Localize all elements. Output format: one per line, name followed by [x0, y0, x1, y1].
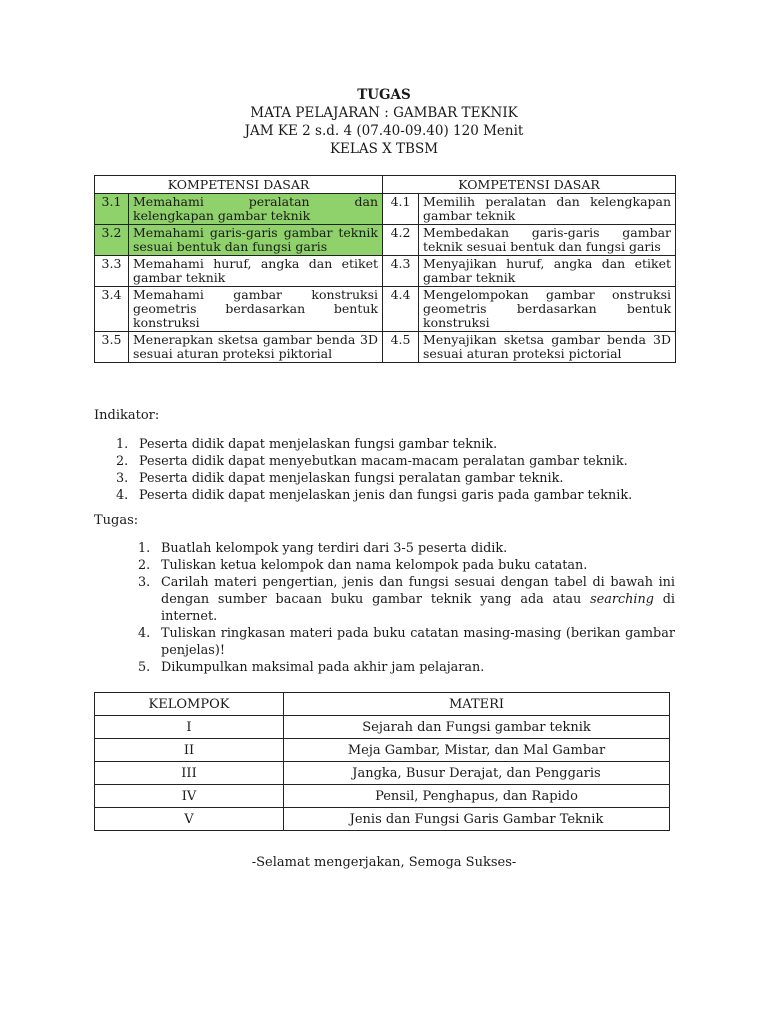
- item-text: Buatlah kelompok yang terdiri dari 3-5 peserta didik.: [161, 541, 508, 556]
- kompetensi-table: [94, 175, 676, 363]
- materi-text: Jenis dan Fungsi Garis Gambar Teknik: [284, 808, 670, 831]
- kompetensi-right-text: Menyajikan huruf, angka dan etiket gambar teknik: [419, 256, 676, 287]
- kompetensi-left-number: 3.1: [95, 194, 129, 225]
- kompetensi-left-text: Memahami peralatan dan kelengkapan gambar teknik: [129, 194, 383, 225]
- kelompok-header-row: [95, 693, 670, 716]
- kompetensi-right-number: 4.4: [383, 287, 419, 332]
- kelompok-row: [95, 785, 670, 808]
- class-line: KELAS X TBSM: [329, 141, 439, 157]
- kelompok-number: III: [95, 762, 284, 785]
- subject-line: MATA PELAJARAN : GAMBAR TEKNIK: [250, 105, 518, 121]
- item-text: Peserta didik dapat menjelaskan fungsi gambar teknik.: [139, 437, 498, 452]
- kompetensi-right-number: 4.2: [383, 225, 419, 256]
- kompetensi-header-right: KOMPETENSI DASAR: [383, 176, 676, 194]
- item-number: 4.: [116, 488, 129, 503]
- tugas-item: [138, 625, 675, 659]
- kelompok-table: [94, 692, 670, 831]
- kelompok-row: [95, 739, 670, 762]
- tugas-item: [138, 540, 675, 557]
- kompetensi-right-text: Menyajikan sketsa gambar benda 3D sesuai aturan proteksi pictorial: [419, 332, 676, 363]
- indikator-list: [116, 436, 676, 504]
- kelompok-row: [95, 762, 670, 785]
- item-number: 5.: [138, 660, 151, 675]
- kelompok-row: [95, 716, 670, 739]
- kompetensi-left-number: 3.5: [95, 332, 129, 363]
- indikator-item: [116, 453, 676, 470]
- kelompok-body: [95, 716, 670, 831]
- materi-text: Sejarah dan Fungsi gambar teknik: [284, 716, 670, 739]
- kompetensi-row: [95, 287, 676, 332]
- tugas-label: Tugas:: [94, 513, 139, 528]
- item-text-emphasis: searching: [590, 592, 654, 607]
- tugas-item: [138, 574, 675, 625]
- kompetensi-row: [95, 194, 676, 225]
- kelompok-row: [95, 808, 670, 831]
- kompetensi-left-number: 3.2: [95, 225, 129, 256]
- item-text: Dikumpulkan maksimal pada akhir jam pelajaran.: [161, 660, 485, 675]
- kompetensi-left-text: Menerapkan sketsa gambar benda 3D sesuai aturan proteksi piktorial: [129, 332, 383, 363]
- kompetensi-row: [95, 332, 676, 363]
- item-text: Peserta didik dapat menyebutkan macam-macam peralatan gambar teknik.: [139, 454, 628, 469]
- item-text: Peserta didik dapat menjelaskan jenis dan fungsi garis pada gambar teknik.: [139, 488, 633, 503]
- kompetensi-header-left: KOMPETENSI DASAR: [95, 176, 383, 194]
- kelompok-number: IV: [95, 785, 284, 808]
- item-number: 1.: [138, 541, 151, 556]
- kompetensi-right-number: 4.3: [383, 256, 419, 287]
- materi-text: Pensil, Penghapus, dan Rapido: [284, 785, 670, 808]
- document-header: [0, 86, 768, 158]
- indikator-item: [116, 436, 676, 453]
- tugas-item: [138, 659, 675, 676]
- kompetensi-row: [95, 256, 676, 287]
- kompetensi-right-number: 4.5: [383, 332, 419, 363]
- document-title: TUGAS: [357, 87, 411, 103]
- kompetensi-right-number: 4.1: [383, 194, 419, 225]
- kompetensi-right-text: Membedakan garis-garis gambar teknik sesuai bentuk dan fungsi garis: [419, 225, 676, 256]
- kompetensi-left-number: 3.4: [95, 287, 129, 332]
- materi-text: Jangka, Busur Derajat, dan Penggaris: [284, 762, 670, 785]
- kompetensi-left-text: Memahami garis-garis gambar teknik sesuai bentuk dan fungsi garis: [129, 225, 383, 256]
- kompetensi-left-text: Memahami huruf, angka dan etiket gambar teknik: [129, 256, 383, 287]
- indikator-item: [116, 487, 676, 504]
- item-number: 3.: [116, 471, 129, 486]
- item-text: Tuliskan ringkasan materi pada buku catatan masing-masing (berikan gambar penjelas)!: [161, 626, 675, 658]
- item-number: 4.: [138, 626, 151, 641]
- item-text: [161, 574, 675, 625]
- kompetensi-header-row: [95, 176, 676, 194]
- kompetensi-right-text: Memilih peralatan dan kelengkapan gambar teknik: [419, 194, 676, 225]
- item-number: 1.: [116, 437, 129, 452]
- closing-message: -Selamat mengerjakan, Semoga Sukses-: [251, 855, 517, 870]
- kelompok-header: KELOMPOK: [95, 693, 284, 716]
- item-number: 2.: [116, 454, 129, 469]
- kompetensi-row: [95, 225, 676, 256]
- item-text-part: Carilah materi pengertian, jenis dan fungsi sesuai dengan tabel di bawah ini dengan sumber bacaan buku gambar teknik yang ada atau: [161, 575, 675, 607]
- kelompok-number: V: [95, 808, 284, 831]
- materi-text: Meja Gambar, Mistar, dan Mal Gambar: [284, 739, 670, 762]
- tugas-list: [138, 540, 675, 676]
- item-number: 3.: [138, 575, 151, 590]
- indikator-label: Indikator:: [94, 408, 160, 423]
- kompetensi-right-text: Mengelompokan gambar onstruksi geometris berdasarkan bentuk konstruksi: [419, 287, 676, 332]
- item-text-part: di internet.: [161, 592, 675, 624]
- schedule-line: JAM KE 2 s.d. 4 (07.40-09.40) 120 Menit: [244, 123, 524, 139]
- kompetensi-left-number: 3.3: [95, 256, 129, 287]
- kelompok-number: I: [95, 716, 284, 739]
- item-number: 2.: [138, 558, 151, 573]
- item-text: Peserta didik dapat menjelaskan fungsi peralatan gambar teknik.: [139, 471, 564, 486]
- kompetensi-body: [95, 194, 676, 363]
- kompetensi-left-text: Memahami gambar konstruksi geometris berdasarkan bentuk konstruksi: [129, 287, 383, 332]
- indikator-item: [116, 470, 676, 487]
- item-text: Tuliskan ketua kelompok dan nama kelompok pada buku catatan.: [161, 558, 588, 573]
- kelompok-number: II: [95, 739, 284, 762]
- materi-header: MATERI: [284, 693, 670, 716]
- tugas-item: [138, 557, 675, 574]
